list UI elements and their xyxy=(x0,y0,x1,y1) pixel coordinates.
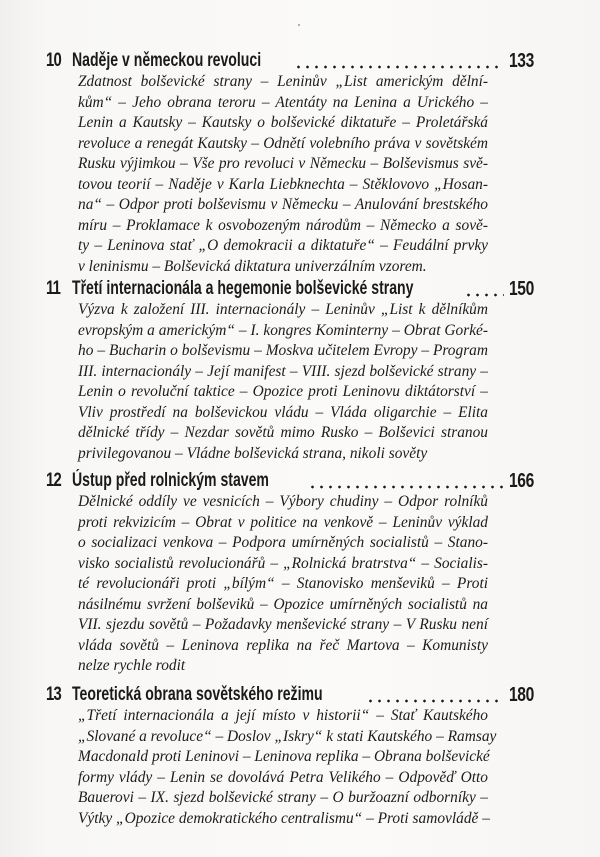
summary-line: privilegovanou – Vládne bolševická strana, nikoli sověty xyxy=(78,444,428,462)
summary-line: ty – Leninova stať „O demokracii a diktatuře“ – Feudální prvky xyxy=(78,237,488,254)
chapter-summary xyxy=(78,72,488,277)
summary-line: Rusku výjimkou – Vše pro revoluci v Německu – Bolševismus svě- xyxy=(78,155,488,172)
summary-line: Výzva k založení III. internacionály – Leninův „List k dělníkům xyxy=(78,301,488,318)
summary-line: Lenin a Kautsky – Kautsky o bolševické diktatuře – Proletářská xyxy=(78,114,488,131)
summary-line: Zdatnost bolševické strany – Leninův „List americkým dělní- xyxy=(78,73,488,90)
summary-line: míru – Proklamace k osvobozeným národům – Německo a sově- xyxy=(78,216,488,234)
page-mark xyxy=(298,24,300,26)
chapter-page-number: 180 xyxy=(509,684,534,706)
chapter-page-number: 150 xyxy=(509,278,534,300)
summary-line: Lenin o revoluční taktice – Opozice proti Leninovu diktátorství – xyxy=(78,383,488,400)
summary-line: VII. sjezdu sovětů – Požadavky menševické strany – V Rusku není xyxy=(78,616,488,633)
chapter-number: 11 xyxy=(46,278,61,299)
chapter-title: Ústup před rolnickým stavem xyxy=(72,470,269,491)
summary-line: v leninismu – Bolševická diktatura univerzálním vzorem. xyxy=(78,257,427,275)
chapter-page-number: 133 xyxy=(509,50,534,72)
summary-line: Dělnické oddíly ve vesnicích – Výbory chudiny – Odpor rolníků xyxy=(78,493,488,510)
summary-line: formy vlády – Lenin se dovolává Petra Velikého – Odpověď Otto xyxy=(78,768,488,786)
summary-line: té revolucionáři proti „bílým“ – Stanovisko menševiků – Proti xyxy=(78,575,488,592)
chapter-number: 10 xyxy=(46,50,61,71)
chapter-page-number: 166 xyxy=(509,470,534,492)
summary-line: násilnému svržení bolševiků – Opozice umírněných socialistů na xyxy=(78,595,488,613)
summary-line: ho – Bucharin o bolševismu – Moskva učitelem Evropy – Program xyxy=(78,342,488,359)
chapter-heading[interactable] xyxy=(46,270,534,300)
summary-line: proti rekvizicím – Obrat v politice na venkově – Leninův výklad xyxy=(78,513,488,531)
summary-line: na“ – Odpor proti bolševismu v Německu – Anulování brestského xyxy=(78,196,488,213)
chapter-summary xyxy=(78,300,488,464)
summary-line: dělnické třídy – Nezdar sovětů mimo Rusko – Bolševici stranou xyxy=(78,424,488,441)
summary-line: evropským a americkým“ – I. kongres Kominterny – Obrat Gorké- xyxy=(78,321,488,339)
summary-line: Výtky „Opozice demokratického centralismu“ – Proti samovládě – xyxy=(78,809,490,827)
chapter-number: 12 xyxy=(46,470,61,491)
chapter-title: Naděje v německou revoluci xyxy=(72,50,262,71)
chapter-heading[interactable] xyxy=(46,676,534,706)
chapter-heading[interactable] xyxy=(46,462,534,492)
chapter-number: 13 xyxy=(46,684,61,705)
leader-dots xyxy=(366,699,504,703)
chapter-title: Teoretická obrana sovětského režimu xyxy=(72,684,323,705)
chapter-summary xyxy=(78,706,497,829)
summary-line: Macdonald proti Leninovi – Leninova replika – Obrana bolševické xyxy=(78,748,490,765)
summary-line: tovou teorií – Naděje v Karla Liebknechta – Stěklovovo „Hosan- xyxy=(78,175,488,193)
summary-line: Bauerovi – IX. sjezd bolševické strany – O buržoazní odborníky – xyxy=(78,789,488,806)
summary-line: vláda sovětů – Leninova replika na řeč Martova – Komunisty xyxy=(78,636,488,654)
summary-line: „Třetí internacionála a její místo v historii“ – Stať Kautského xyxy=(78,707,488,724)
leader-dots xyxy=(464,293,504,297)
summary-line: III. internacionály – Její manifest – VIII. sjezd bolševické strany – xyxy=(78,362,488,380)
chapter-summary xyxy=(78,492,488,677)
chapter-heading[interactable] xyxy=(46,42,534,72)
chapter-title: Třetí internacionála a hegemonie bolševické strany xyxy=(72,278,414,299)
leader-dots xyxy=(308,485,504,489)
summary-line: visko socialistů revolucionářů – „Rolnická bratrstva“ – Socialis- xyxy=(78,554,488,572)
leader-dots xyxy=(294,65,504,69)
summary-line: o socializaci venkova – Podpora umírněných socialistů – Stano- xyxy=(78,534,488,551)
summary-line: „Slované a revoluce“ – Doslov „Iskry“ k stati Kautského – Ramsay xyxy=(78,727,497,745)
summary-line: kům“ – Jeho obrana teroru – Atentáty na Lenina a Urického – xyxy=(78,93,488,111)
summary-line: revoluce a renegát Kautsky – Odnětí volebního práva v sovětském xyxy=(78,134,488,152)
summary-line: Vliv prostředí na bolševickou vládu – Vláda oligarchie – Elita xyxy=(78,403,488,421)
summary-line: nelze rychle rodit xyxy=(78,657,186,674)
